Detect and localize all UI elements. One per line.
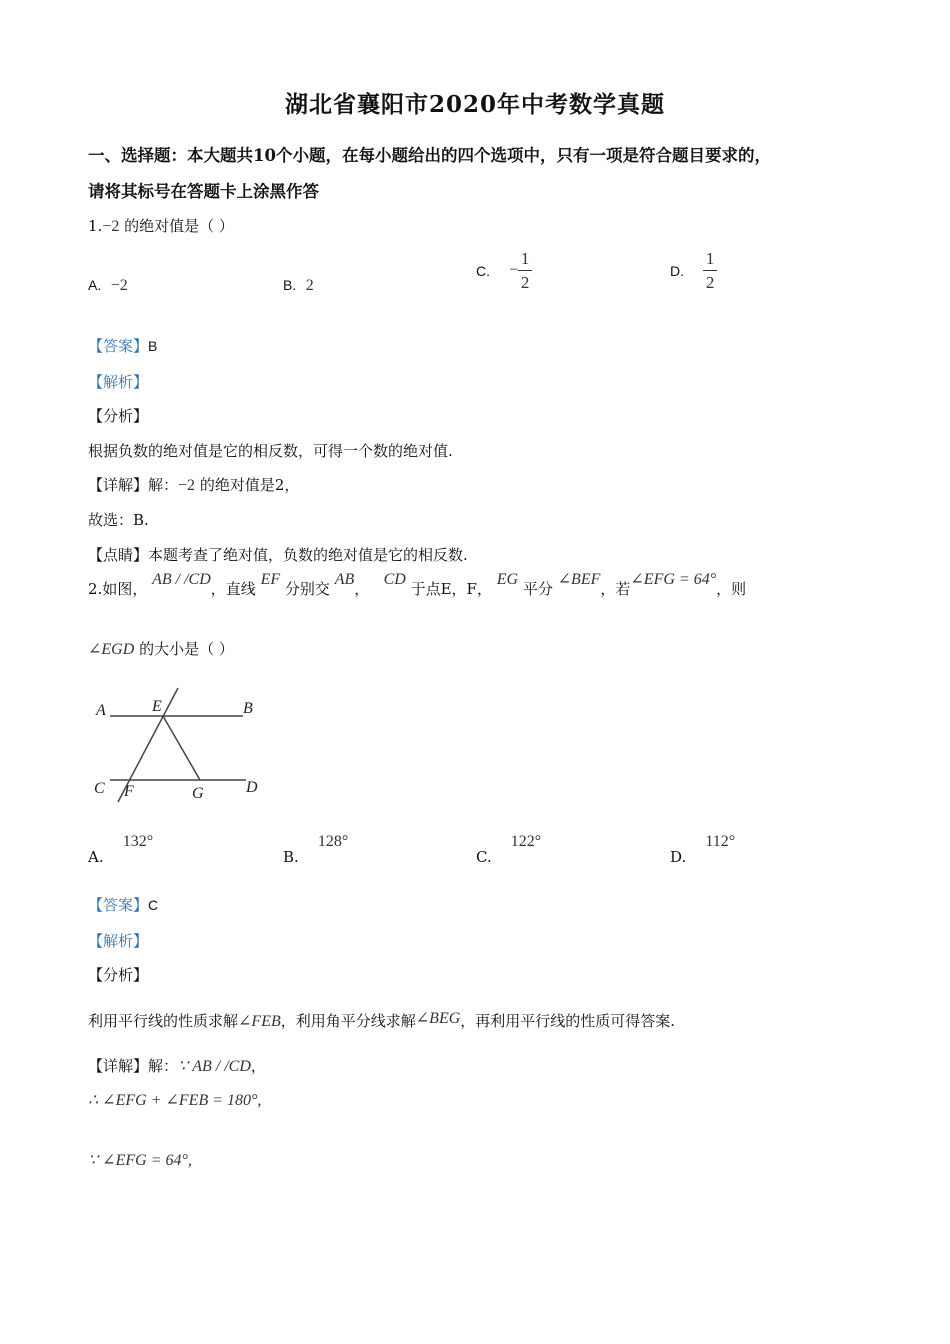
- q2-answer: 【答案】C: [88, 897, 159, 914]
- q1-option-a: A. −2: [88, 277, 128, 294]
- q2-analysis-tag: 【解析】: [88, 933, 149, 950]
- segment-eg: [163, 716, 200, 780]
- label-a: A: [96, 702, 106, 719]
- q1-comment: 【点睛】本题考查了绝对值，负数的绝对值是它的相反数.: [88, 546, 468, 564]
- q2-stem-line2: ∠EGD 的大小是（ ）: [88, 640, 234, 658]
- q1-number: 1.: [88, 217, 103, 235]
- q1-fenxi: 根据负数的绝对值是它的相反数，可得一个数的绝对值.: [88, 442, 453, 460]
- q1-choose: 故选：B.: [88, 511, 149, 529]
- q2-fenxi: 利用平行线的性质求解∠FEB，利用角平分线求解∠BEG，再利用平行线的性质可得答案.: [88, 1010, 676, 1030]
- q1-option-b: B. 2: [283, 277, 314, 294]
- section-heading-line1: 一、选择题：本大题共10个小题，在每小题给出的四个选项中，只有一项是符合题目要求的，: [88, 146, 771, 165]
- q1-option-c: C. − $\frac{1}{2}$: [476, 250, 532, 291]
- q2-step1: ∴ ∠EFG + ∠FEB = 180°,: [88, 1092, 262, 1109]
- q2-detail: 【详解】解：∵ AB / /CD，: [88, 1057, 266, 1075]
- page-title: 湖北省襄阳市2020年中考数学真题: [284, 91, 665, 118]
- q1-option-d: D. $\frac{1}{2}$: [670, 250, 717, 291]
- q2-figure: [88, 684, 268, 810]
- fraction: $\frac{1}{2}$: [703, 250, 717, 291]
- q1-stem-text: 的绝对值是（ ）: [124, 217, 234, 235]
- fraction: $\frac{1}{2}$: [518, 250, 532, 291]
- label-g: G: [192, 785, 204, 802]
- q1-expr: −2: [102, 218, 120, 235]
- q2-option-a: A. 132°: [88, 833, 154, 866]
- q2-option-c: C. 122°: [476, 833, 542, 866]
- q2-fenxi-tag: 【分析】: [88, 967, 149, 984]
- q1-analysis-tag: 【解析】: [88, 374, 149, 391]
- q2-option-b: B. 128°: [283, 833, 349, 866]
- q2-option-d: D. 112°: [670, 833, 736, 866]
- q2-step2: ∵ ∠EFG = 64°,: [88, 1152, 192, 1169]
- q2-stem-line1: 2.如图， AB / /CD，直线 EF 分别交 AB， CD 于点E，F， EG 平分 ∠BEF，若∠EFG = 64°，则: [88, 571, 747, 598]
- label-c: C: [94, 780, 105, 797]
- q1-answer: 【答案】B: [88, 338, 158, 355]
- label-f: F: [124, 783, 134, 800]
- label-d: D: [246, 779, 258, 796]
- label-b: B: [243, 700, 253, 717]
- q1-detail: 【详解】解：−2 的绝对值是2，: [88, 476, 300, 494]
- section-heading-line2: 请将其标号在答题卡上涂黑作答: [88, 182, 319, 201]
- label-e: E: [152, 698, 162, 715]
- q1-stem: [88, 215, 234, 236]
- q1-fenxi-tag: 【分析】: [88, 408, 149, 425]
